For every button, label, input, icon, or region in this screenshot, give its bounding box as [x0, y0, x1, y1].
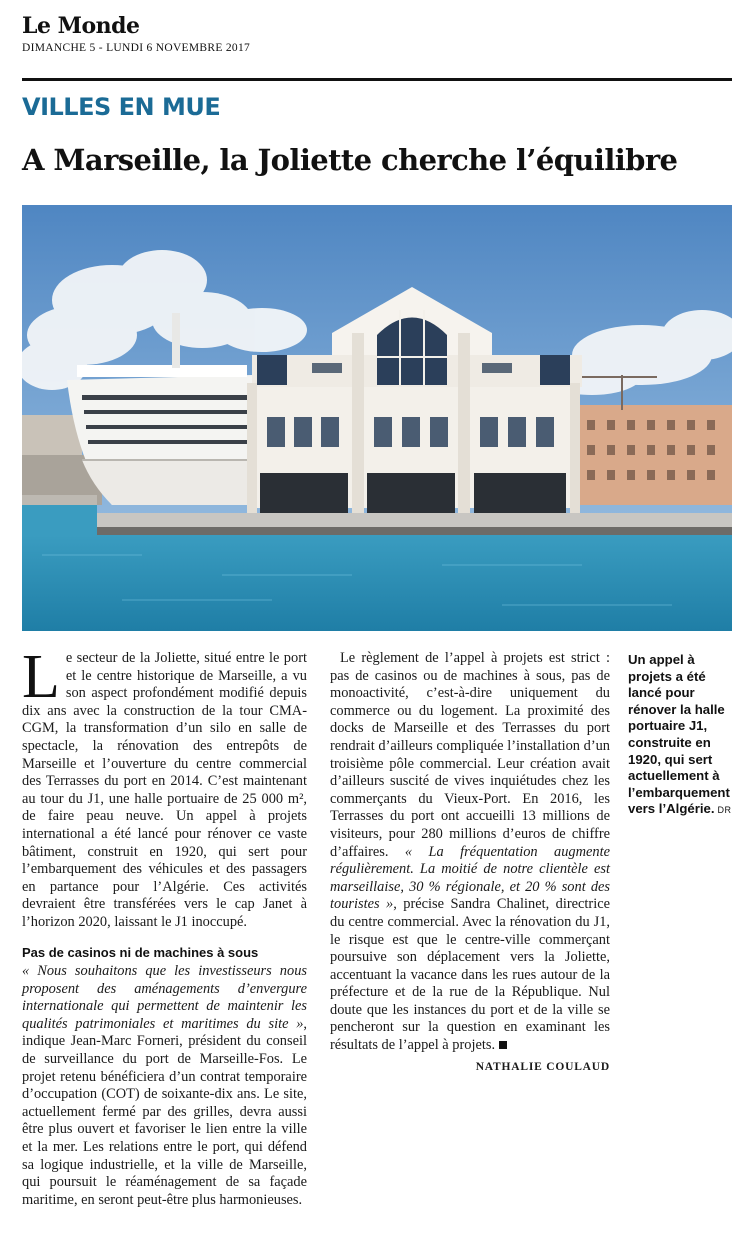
paragraph-3-text: Le règlement de l’appel à projets est strict : pas de casinos ou de machines à sous, pas de monoactivité, c’est-à-dire uniquement du commerce ou du logement. La proximité des docks de Marseille et des Terrasses du port rendrait d’ailleurs compliquée l’installation d’un troisième pôle commercial. Leur création avait d’ailleurs suscité de vives inquiétudes chez les commerçants du Vieux-Port. En 2016, les Terrasses du port ont accueilli 13 millions de visiteurs, pour 280 millions d’euros de chiffre d’affaires.: [330, 650, 610, 860]
paragraph-1: [22, 643, 307, 932]
paragraph-1-text: e secteur de la Joliette, situé entre le port et le centre historique de Marseille, a vu son aspect profondément modifié depuis dix ans avec la construction de la tour CMA-CGM, la transformation d’un silo en salle de spectacle, la rénovation des entrepôts de Marseille et l’ouverture du centre commercial des Terrasses du port en 2014. C’est maintenant au tour du J1, une halle portuaire de 25 000 m², de faire peau neuve. Un appel à projets international a été lancé pour rénover ce vaste bâtiment, construit en 1920, qui sert pour l’embarquement des véhicules et des passagers en partance pour l’Algérie. Ces activités devraient être transférées vers le cap Janet à l’horizon 2020, laissant le J1 inoccupé.: [22, 650, 307, 930]
dateline: DIMANCHE 5 - LUNDI 6 NOVEMBRE 2017: [22, 42, 251, 54]
paragraph-3: [330, 650, 610, 1055]
paragraph-2: [22, 963, 307, 1209]
section-rubric: VILLES EN MUE: [22, 93, 221, 121]
intertitle: Pas de casinos ni de machines à sous: [22, 944, 259, 960]
end-mark: [499, 1041, 507, 1049]
article-column-2: [330, 650, 610, 1076]
photo-caption: [628, 652, 732, 819]
newspaper-logo: Le Monde: [22, 13, 140, 39]
masthead: [22, 14, 250, 54]
caption-text: Un appel à projets a été lancé pour rénover la halle portuaire J1, construite en 1920, qui sert actuellement à l’embarquement vers l’Algérie.: [628, 652, 730, 817]
article-photo: [22, 205, 732, 631]
paragraph-3-rest: , précise Sandra Chalinet, directrice du centre commercial. Avec la rénovation du J1, le risque est que le centre-ville commerçant poursuive son déplacement vers la Joliette, accentuant la vacance dans les rues autour de la préfecture et de la rue de la République. Nul doute que les instances du port et de la ville se pencheront sur la question en examinant les résultats de l’appel à projets.: [330, 896, 610, 1054]
drop-cap: L: [22, 643, 60, 711]
port-building-illustration: [22, 205, 732, 631]
paragraph-2-text: , indique Jean-Marc Forneri, président du conseil de surveillance du port de Marseille-Fos. Le projet retenu bénéficiera d’un contrat temporaire d’occupation (COT) de soixante-dix ans. Le site, actuellement fermé par des grilles, devra aussi être plus ouvert et favoriser le lien entre la ville et la mer. Les relations entre le port, qui défend sa logique industrielle, et la ville de Marseille, qui poursuit le réaménagement de sa façade maritime, en seront peut-être plus harmonieuses.: [22, 1015, 307, 1208]
author-signature: NATHALIE COULAUD: [475, 1060, 610, 1073]
quote-forneri: « Nous souhaitons que les investisseurs nous proposent des aménagements d’envergure internationale qui permettent de maintenir les qualités patrimoniales et maritimes du site »: [22, 963, 307, 1032]
header-rule: [22, 78, 732, 81]
article-column-1: [22, 643, 307, 1209]
quote-chalinet: « La fréquentation augmente régulièrement. La moitié de notre clientèle est marseillaise, 30 % régionale, et 20 % sont des touristes »: [330, 843, 610, 913]
photo-credit: DR: [717, 805, 732, 816]
headline: A Marseille, la Joliette cherche l’équilibre: [22, 143, 678, 177]
